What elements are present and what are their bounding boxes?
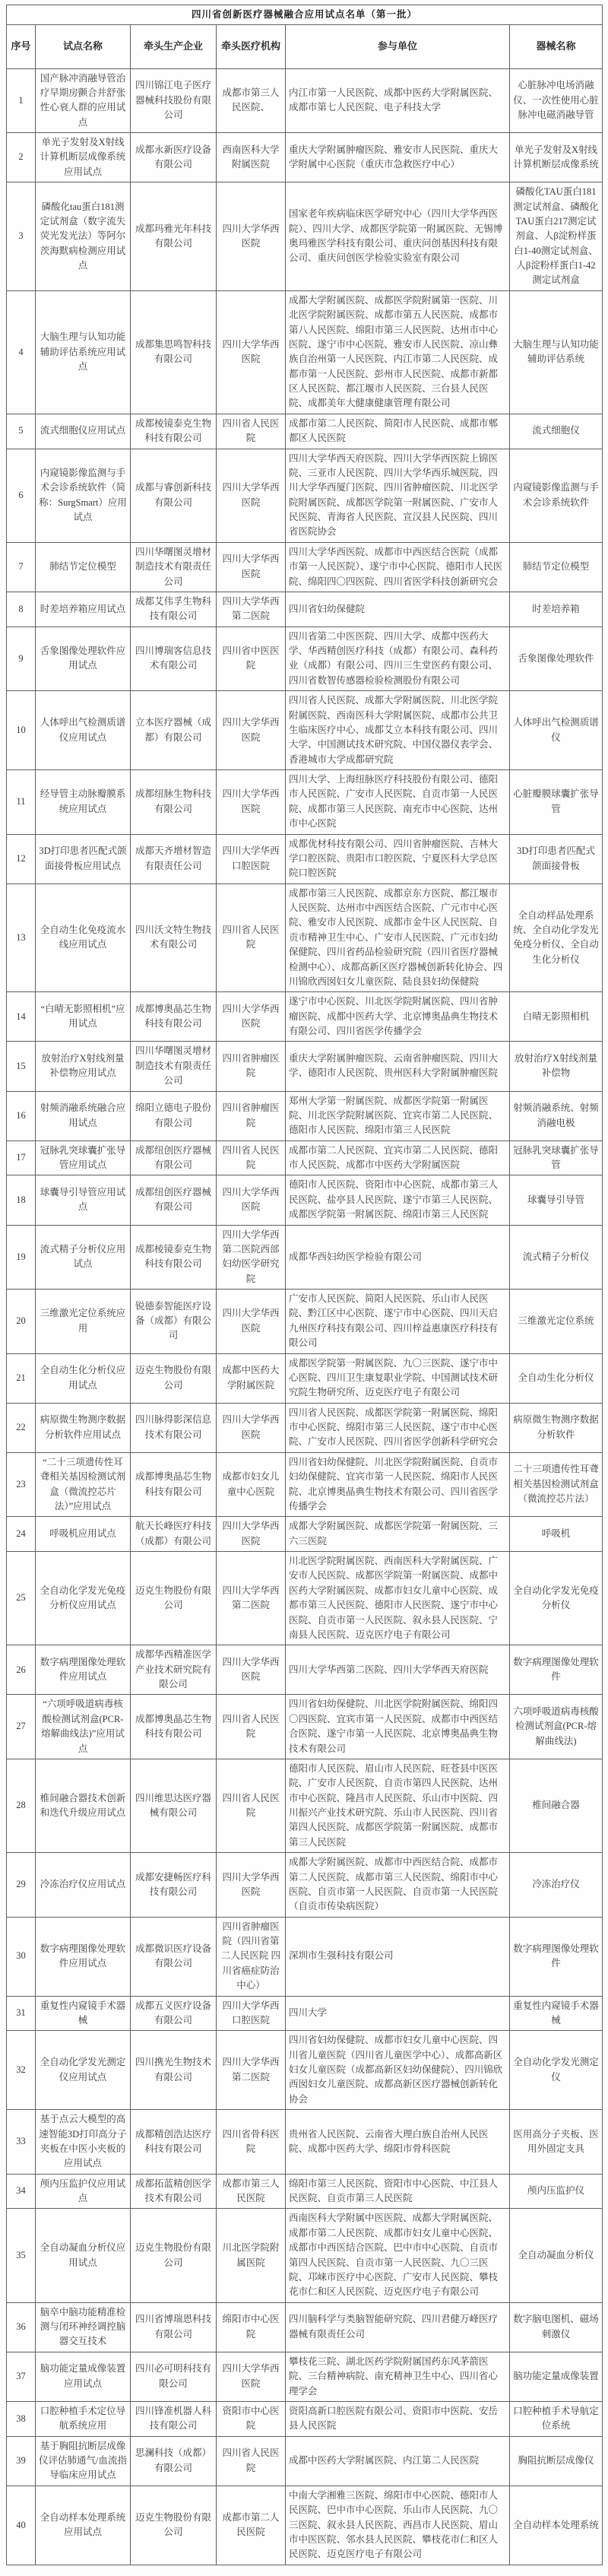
table-row bbox=[7, 2209, 603, 2302]
table-row bbox=[7, 1452, 603, 1517]
cell-participants: 深圳市生强科技有限公司 bbox=[286, 1917, 510, 1996]
cell-pilot-name: 肺结节定位模型 bbox=[36, 542, 131, 592]
cell-lead-company: 成都玛雅光年科技有限公司 bbox=[131, 182, 217, 291]
cell-row-number: 9 bbox=[7, 627, 36, 691]
cell-lead-hospital: 川北医学院附属医院 bbox=[217, 2209, 286, 2302]
cell-row-number: 18 bbox=[7, 1175, 36, 1225]
cell-lead-hospital: 四川省中医医院 bbox=[217, 627, 286, 691]
cell-device-name: 呼吸机 bbox=[510, 1517, 603, 1552]
cell-pilot-name: 时差培养箱应用试点 bbox=[36, 592, 131, 627]
cell-row-number: 24 bbox=[7, 1517, 36, 1552]
cell-lead-hospital: 四川省人民医院 bbox=[217, 2436, 286, 2486]
cell-device-name: 全自动化学发光免疫分析仪 bbox=[510, 1552, 603, 1645]
cell-lead-hospital: 成都市妇女儿童中心医院 bbox=[217, 1452, 286, 1517]
cell-row-number: 12 bbox=[7, 834, 36, 884]
table-row bbox=[7, 1091, 603, 1140]
header-cell-name: 试点名称 bbox=[36, 25, 131, 68]
table-row bbox=[7, 2302, 603, 2352]
table-row bbox=[7, 2486, 603, 2565]
cell-device-name: 全自动样本处理系统 bbox=[510, 2486, 603, 2565]
cell-participants: 四川省人民医院、成都医学院第一附属医院、绵阳市中心医院、绵阳市第三人民医院、遂宁市中心医院、广安市人民医院、四川省医学创新科学研究会 bbox=[286, 1403, 510, 1452]
cell-row-number: 6 bbox=[7, 449, 36, 542]
cell-device-name: 胸阻抗断层成像仪 bbox=[510, 2436, 603, 2486]
cell-participants: 成都市第三人民医院、成都京东方医院、都江堰市人民医院、达州市中西医结合医院、广元市中心医院、雅安市人民医院、成都市金牛区人民医院、自贡市精神卫生中心、广安市人民医院、广元市妇幼保健院、四川省药品检验研究院（四川省医疗器械检测中心）、成都高新区医疗器械创新转化协会、四川锦欣西囡妇女儿童医院、陆良县妇幼保健院 bbox=[286, 884, 510, 992]
table-row bbox=[7, 2110, 603, 2175]
cell-row-number: 15 bbox=[7, 1042, 36, 1091]
cell-lead-hospital: 四川大学华西医院 bbox=[217, 992, 286, 1042]
cell-lead-company: 锐德泰智能医疗设备（成都）有限公司 bbox=[131, 1290, 217, 1354]
cell-device-name: 人体呼出气检测质谱仪 bbox=[510, 691, 603, 770]
cell-participants: 四川省第二中医医院、四川大学、成都中医药大学、华西精创医疗科技（成都）有限公司、森科药业（成都）有限公司、四川三生堂医药有限公司、四川省数智传感器检验检测股份有限公司 bbox=[286, 627, 510, 691]
table-row bbox=[7, 627, 603, 691]
cell-row-number: 1 bbox=[7, 68, 36, 133]
cell-lead-company: 成都纽创医疗器械有限公司 bbox=[131, 1140, 217, 1175]
cell-device-name: 全自动凝血分析仪 bbox=[510, 2209, 603, 2302]
cell-device-name: 数字脑电图机、磁场刺激仪 bbox=[510, 2302, 603, 2352]
cell-lead-company: 迈克生物股份有限公司 bbox=[131, 2209, 217, 2302]
cell-device-name: 时差培养箱 bbox=[510, 592, 603, 627]
cell-row-number: 17 bbox=[7, 1140, 36, 1175]
cell-lead-hospital: 四川大学华西医院 bbox=[217, 1175, 286, 1225]
cell-lead-hospital: 四川大学华西医院 bbox=[217, 1290, 286, 1354]
cell-pilot-name: 3D打印患者匹配式颌面接骨板应用试点 bbox=[36, 834, 131, 884]
cell-pilot-name: 全自动凝血分析仪应用试点 bbox=[36, 2209, 131, 2302]
header-cell-participants: 参与单位 bbox=[286, 25, 510, 68]
cell-lead-hospital: 四川省人民医院 bbox=[217, 1140, 286, 1175]
cell-lead-company: 迈克生物股份有限公司 bbox=[131, 1353, 217, 1403]
cell-row-number: 28 bbox=[7, 1759, 36, 1852]
cell-row-number: 21 bbox=[7, 1353, 36, 1403]
table-row bbox=[7, 1917, 603, 1996]
cell-lead-company: 成都博奥晶芯生物科技有限公司 bbox=[131, 992, 217, 1042]
page-title: 四川省创新医疗器械融合应用试点名单（第一批） bbox=[7, 5, 603, 25]
cell-row-number: 16 bbox=[7, 1091, 36, 1140]
cell-row-number: 11 bbox=[7, 770, 36, 835]
cell-pilot-name: 数字病理图像处理软件应用试点 bbox=[36, 1645, 131, 1695]
cell-lead-hospital: 四川大学华西医院 bbox=[217, 691, 286, 770]
title-row bbox=[7, 5, 603, 25]
cell-participants: 中南大学湘雅三医院、绵阳市中心医院、德阳市人民医院、巴中市中心医院、乐山市人民医院、九〇三医院、叙永县人民医院、西昌市人民医院、眉山市中医医院、邻水县人民医院、攀枝花市仁和区人民医院、迈克医疗电子有限公司 bbox=[286, 2486, 510, 2565]
cell-row-number: 36 bbox=[7, 2302, 36, 2352]
cell-device-name: 内窥镜影像监测与手术会诊系统软件 bbox=[510, 449, 603, 542]
header-cell-device: 器械名称 bbox=[510, 25, 603, 68]
cell-lead-hospital: 四川省骨科医院 bbox=[217, 2110, 286, 2175]
cell-lead-company: 四川沃文特生物技术有限公司 bbox=[131, 884, 217, 992]
cell-pilot-name: 脑卒中脑功能精准检测与闭环神经调控脑器交互技术 bbox=[36, 2302, 131, 2352]
cell-lead-company: 成都五义医疗设备有限公司 bbox=[131, 1996, 217, 2031]
cell-row-number: 38 bbox=[7, 2401, 36, 2436]
cell-lead-company: 成都精创浩达医疗科技有限公司 bbox=[131, 2110, 217, 2175]
cell-lead-company: 绵阳立德电子股份有限公司 bbox=[131, 1091, 217, 1140]
cell-lead-hospital: 四川大学华西口腔医院 bbox=[217, 834, 286, 884]
table-row bbox=[7, 1353, 603, 1403]
cell-row-number: 14 bbox=[7, 992, 36, 1042]
table-row bbox=[7, 770, 603, 835]
cell-pilot-name: 全自动样本处理系统应用试点 bbox=[36, 2486, 131, 2565]
cell-participants: 四川省妇幼保健院、川北医学院附属医院、绵阳四〇四医院、宜宾市第一人民医院、成都市中西医结合医院、遂宁市第一人民医院、北京博奥晶典生物技术有限公司 bbox=[286, 1695, 510, 1759]
cell-row-number: 5 bbox=[7, 414, 36, 449]
cell-pilot-name: 经导管主动脉瓣膜系统应用试点 bbox=[36, 770, 131, 835]
cell-row-number: 13 bbox=[7, 884, 36, 992]
cell-device-name: 椎间融合器 bbox=[510, 1759, 603, 1852]
cell-device-name: 冠脉乳突球囊扩张导管 bbox=[510, 1140, 603, 1175]
cell-lead-hospital: 四川大学华西第二医院 bbox=[217, 1552, 286, 1645]
cell-lead-company: 四川华曙图灵增材制造技术有限责任公司 bbox=[131, 542, 217, 592]
cell-row-number: 3 bbox=[7, 182, 36, 291]
cell-lead-company: 思澜科技（成都）有限公司 bbox=[131, 2436, 217, 2486]
cell-pilot-name: 基于点云大模型的高速智能3D打印高分子夹板在中医小夹板的应用试点 bbox=[36, 2110, 131, 2175]
cell-lead-company: 四川博瑞客信息技术有限公司 bbox=[131, 627, 217, 691]
cell-participants: 遂宁市中心医院、川北医学院附属医院、四川省肿瘤医院、成都中医药大学、北京博奥晶典生物技术有限公司、四川省医学传播学会 bbox=[286, 992, 510, 1042]
cell-pilot-name: 全自动生化免疫流水线应用试点 bbox=[36, 884, 131, 992]
cell-device-name: 放射治疗X射线剂量补偿物 bbox=[510, 1042, 603, 1091]
cell-participants: 四川大学 bbox=[286, 1996, 510, 2031]
cell-lead-hospital: 四川大学华西医院 bbox=[217, 2352, 286, 2401]
table-row bbox=[7, 884, 603, 992]
table-row bbox=[7, 414, 603, 449]
pilot-table bbox=[6, 5, 603, 2565]
cell-lead-company: 迈克生物股份有限公司 bbox=[131, 2486, 217, 2565]
cell-lead-hospital: 四川大学华西第二医院西部妇幼医学研究院 bbox=[217, 1225, 286, 1290]
header-cell-hospital: 牵头医疗机构 bbox=[217, 25, 286, 68]
cell-device-name: 全自动生化分析仪 bbox=[510, 1353, 603, 1403]
cell-pilot-name: “白晴无影照相机”应用试点 bbox=[36, 992, 131, 1042]
cell-row-number: 25 bbox=[7, 1552, 36, 1645]
cell-lead-company: 四川锦江电子医疗器械科技股份有限公司 bbox=[131, 68, 217, 133]
cell-device-name: 舌象图像处理软件 bbox=[510, 627, 603, 691]
cell-pilot-name: 重复性内窥镜手术器械 bbox=[36, 1996, 131, 2031]
cell-lead-company: 成都拓蓝精创医学技术有限公司 bbox=[131, 2174, 217, 2209]
cell-device-name: 颅内压监护仪 bbox=[510, 2174, 603, 2209]
table-row bbox=[7, 449, 603, 542]
cell-lead-company: 成都博奥晶芯生物科技有限公司 bbox=[131, 1695, 217, 1759]
cell-device-name: 冷冻治疗仪 bbox=[510, 1853, 603, 1918]
cell-lead-hospital: 四川省人民医院 bbox=[217, 414, 286, 449]
cell-lead-hospital: 四川省人民医院 bbox=[217, 1695, 286, 1759]
cell-lead-company: 四川携光生物技术有限公司 bbox=[131, 2031, 217, 2110]
cell-row-number: 29 bbox=[7, 1853, 36, 1918]
table-body bbox=[7, 68, 603, 2565]
cell-participants: 重庆大学附属肿瘤医院、云南省肿瘤医院、四川大学、德阳市人民医院、贵州医科大学附属肿瘤医院 bbox=[286, 1042, 510, 1091]
cell-pilot-name: 单光子发射及X射线计算机断层成像系统应用试点 bbox=[36, 133, 131, 182]
table-row bbox=[7, 1290, 603, 1354]
table-row bbox=[7, 1517, 603, 1552]
cell-device-name: 磷酸化TAU蛋白181测定试剂盒、磷酸化TAU蛋白217测定试剂盒、人β淀粉样蛋白1-40测定试剂盒、人β淀粉样蛋白1-42测定试剂盒 bbox=[510, 182, 603, 291]
table-row bbox=[7, 1645, 603, 1695]
cell-participants: 四川大学华西天府医院、四川大学华西医院上锦医院、三亚市人民医院、四川大学华西乐城医院、四川大学华西厦门医院、四川省肿瘤医院、川北医学院附属医院、成都医学院第一附属医院、广安市人民医院、青海省人民医院、宣汉县人民医院、四川省医院协会 bbox=[286, 449, 510, 542]
cell-lead-hospital: 成都市第三人民医院、 bbox=[217, 68, 286, 133]
table-row bbox=[7, 542, 603, 592]
cell-participants: 四川省妇幼保健院、川北医学院附属医院、自贡市妇幼保健院、宜宾市第一人民医院、绵阳市人民医院、北京博奥晶典生物技术有限公司、四川省医学传播学会 bbox=[286, 1452, 510, 1517]
cell-lead-hospital: 四川省肿瘤医院 bbox=[217, 1042, 286, 1091]
cell-device-name: 口腔种植手术导航定位系统 bbox=[510, 2401, 603, 2436]
cell-participants: 四川省妇幼保健院、成都市妇女儿童中心医院、四川省儿童医院（四川省儿童医学中心）、成都高新区妇女儿童医院（成都高新区妇幼保健院）、四川锦欣西囡妇女儿童医院、成都高新区医疗器械创新转化协会 bbox=[286, 2031, 510, 2110]
cell-device-name: 数字病理图像处理软件 bbox=[510, 1645, 603, 1695]
cell-lead-hospital: 资阳市中心医院 bbox=[217, 2401, 286, 2436]
cell-row-number: 37 bbox=[7, 2352, 36, 2401]
cell-participants: 德阳市人民医院、眉山市人民医院、旺苍县中医医院、广安市人民医院、自贡市第四人民医院、达州市中心医院、隆昌市人民医院、乐山市中医院、四川振兴产业技术研究院、乐山市人民医院、四川省第四人民医院、成都医学院第一附属医院、成都市第三人民医院 bbox=[286, 1759, 510, 1852]
table-row bbox=[7, 68, 603, 133]
cell-lead-hospital: 四川省肿瘤医院 bbox=[217, 1091, 286, 1140]
cell-lead-company: 成都棱镜泰克生物科技有限公司 bbox=[131, 414, 217, 449]
cell-device-name: 全自动样品处理系统、全自动化学发光免疫分析仪、全自动生化分析仪 bbox=[510, 884, 603, 992]
table-row bbox=[7, 2352, 603, 2401]
cell-lead-company: 四川华曙图灵增材制造技术有限责任公司 bbox=[131, 1042, 217, 1091]
header-cell-company: 牵头生产企业 bbox=[131, 25, 217, 68]
table-row bbox=[7, 1759, 603, 1852]
cell-lead-hospital: 成都市第二人民医院 bbox=[217, 2486, 286, 2565]
cell-participants: 四川脑科学与类脑智能研究院、四川君健万峰医疗器械有限责任公司 bbox=[286, 2302, 510, 2352]
cell-lead-hospital: 四川大学华西第二医院 bbox=[217, 592, 286, 627]
cell-lead-company: 四川锋准机器人科技有限公司 bbox=[131, 2401, 217, 2436]
cell-lead-company: 成都安捷畅医疗科技有限公司 bbox=[131, 1853, 217, 1918]
cell-device-name: 3D打印患者匹配式颌面接骨板 bbox=[510, 834, 603, 884]
cell-lead-company: 成都集思鸣智科技有限公司 bbox=[131, 290, 217, 414]
cell-pilot-name: 球囊导引导管应用试点 bbox=[36, 1175, 131, 1225]
cell-device-name: 射频消融系统、射频消融电极 bbox=[510, 1091, 603, 1140]
cell-participants: 资阳高新口腔医院有限公司、资阳市中医院、安岳县人民医院 bbox=[286, 2401, 510, 2436]
cell-pilot-name: 口腔种植手术定位导航系统应用 bbox=[36, 2401, 131, 2436]
table-row bbox=[7, 592, 603, 627]
table-row bbox=[7, 133, 603, 182]
cell-pilot-name: 内窥镜影像监测与手术会诊系统软件（简称：SurgSmart）应用试点 bbox=[36, 449, 131, 542]
cell-pilot-name: 射频消融系统融合应用试点 bbox=[36, 1091, 131, 1140]
cell-lead-company: 成都博奥晶芯生物科技有限公司 bbox=[131, 1452, 217, 1517]
cell-row-number: 23 bbox=[7, 1452, 36, 1517]
cell-lead-hospital: 四川大学华西医院 bbox=[217, 542, 286, 592]
cell-lead-hospital: 四川大学华西医院 bbox=[217, 182, 286, 291]
cell-device-name: 心脏脉冲电场消融仪、一次性使用心脏脉冲电磁消融导管 bbox=[510, 68, 603, 133]
cell-participants: 攀枝花三院、湖北医药学院附属国药东风茅箭医院、三台精神病院、南充精神卫生中心、四川省心理学会 bbox=[286, 2352, 510, 2401]
cell-row-number: 31 bbox=[7, 1996, 36, 2031]
table-row bbox=[7, 992, 603, 1042]
cell-lead-company: 成都微识医疗设备有限公司 bbox=[131, 1917, 217, 1996]
cell-pilot-name: 流式精子分析仪应用试点 bbox=[36, 1225, 131, 1290]
cell-lead-hospital: 四川省人民医院 bbox=[217, 1759, 286, 1852]
table-row bbox=[7, 2401, 603, 2436]
cell-participants: 四川大学华西第二医院、四川大学华西天府医院 bbox=[286, 1645, 510, 1695]
cell-participants: 内江市第一人民医院、成都中医药大学附属医院、成都市第七人民医院、电子科技大学 bbox=[286, 68, 510, 133]
cell-lead-company: 成都艾伟孚生物科技有限公司 bbox=[131, 592, 217, 627]
table-row bbox=[7, 290, 603, 414]
cell-lead-company: 成都纽脉生物科技有限公司 bbox=[131, 770, 217, 835]
cell-pilot-name: 国产脉冲消融导管治疗早期房颤合并舒张性心衰人群的应用试点 bbox=[36, 68, 131, 133]
cell-row-number: 30 bbox=[7, 1917, 36, 1996]
cell-lead-hospital: 成都市第三人民医院 bbox=[217, 2174, 286, 2209]
cell-pilot-name: 椎间融合器技术创新和迭代升级应用试点 bbox=[36, 1759, 131, 1852]
cell-pilot-name: 三维激光定位系统应用 bbox=[36, 1290, 131, 1354]
cell-lead-hospital: 四川大学华西医院 bbox=[217, 770, 286, 835]
cell-lead-hospital: 四川大学华西医院 bbox=[217, 1853, 286, 1918]
table-row bbox=[7, 834, 603, 884]
cell-pilot-name: “六项呼吸道病毒核酸检测试剂盒(PCR-熔解曲线法)”应用试点 bbox=[36, 1695, 131, 1759]
cell-lead-hospital: 四川省肿瘤医院（四川省第二人民医院 四川省癌症防治中心） bbox=[217, 1917, 286, 1996]
cell-lead-hospital: 四川大学华西第二医院 bbox=[217, 2031, 286, 2110]
cell-participants: 成都大学附属医院、成都医学院附属第一医院、川北医学院附属医院、成都市第五人民医院、成都市第八人民医院、绵阳市第三人民医院、达州市中心医院、遂宁市中心医院、雅安市人民医院、凉山彝族自治州第一人民医院、内江市第二人民医院、成都市第一人民医院、彭州市人民医院、成都市新都区人民医院、都江堰市人民医院、三台县人民医院、成都美年大健康健康管理有限公司 bbox=[286, 290, 510, 414]
cell-row-number: 22 bbox=[7, 1403, 36, 1452]
cell-participants: 西南医科大学附属中医医院、成都大学附属医院、成都市第二人民医院、成都市妇女儿童中心医院、成都市中西医结合医院、巴中市中心医院、自贡市第四人民医院、自贡市第一人民医院、九〇三医院、邛崃市医疗中心医院、广安市人民医院、攀枝花市仁和区人民医院、迈克医疗电子有限公司 bbox=[286, 2209, 510, 2302]
cell-row-number: 8 bbox=[7, 592, 36, 627]
cell-lead-company: 迈克生物股份有限公司 bbox=[131, 1552, 217, 1645]
table-row bbox=[7, 691, 603, 770]
table-row bbox=[7, 1225, 603, 1290]
cell-device-name: 二十三项遗传性耳聋相关基因检测试剂盒（微流控芯片法） bbox=[510, 1452, 603, 1517]
cell-pilot-name: 病原微生物测序数据分析软件应用试点 bbox=[36, 1403, 131, 1452]
cell-pilot-name: 全自动化学发光免疫分析仪应用试点 bbox=[36, 1552, 131, 1645]
table-row bbox=[7, 1853, 603, 1918]
cell-lead-company: 四川维思达医疗器械有限公司 bbox=[131, 1759, 217, 1852]
cell-pilot-name: 舌象图像处理软件应用试点 bbox=[36, 627, 131, 691]
cell-device-name: 流式细胞仪 bbox=[510, 414, 603, 449]
cell-pilot-name: 冠脉乳突球囊扩张导管应用试点 bbox=[36, 1140, 131, 1175]
cell-device-name: 医用高分子夹板、医用外固定支具 bbox=[510, 2110, 603, 2175]
table-row bbox=[7, 1042, 603, 1091]
cell-lead-company: 成都纽创医疗器械有限公司 bbox=[131, 1175, 217, 1225]
cell-participants: 广安市人民医院、简阳人民医院、乐山市人民医院、黔江区中心医院、遂宁市中心医院、四川天启九州医疗科技有限公司、四川梓益惠康医疗科技有限公司 bbox=[286, 1290, 510, 1354]
cell-lead-hospital: 四川大学华西医院 bbox=[217, 1403, 286, 1452]
cell-participants: 四川省妇幼保健院 bbox=[286, 592, 510, 627]
cell-device-name: 重复性内窥镜手术器械 bbox=[510, 1996, 603, 2031]
cell-pilot-name: 数字病理图像处理软件应用试点 bbox=[36, 1917, 131, 1996]
cell-participants: 成都市第二人民医院、宜宾市第二人民医院、德阳市人民医院、成都市中医药大学附属医院 bbox=[286, 1140, 510, 1175]
cell-pilot-name: 脑功能定量成像装置应用试点 bbox=[36, 2352, 131, 2401]
cell-lead-hospital: 西南医科大学附属医院 bbox=[217, 133, 286, 182]
cell-lead-company: 四川省博瑞恩科技有限公司 bbox=[131, 2302, 217, 2352]
cell-lead-hospital: 四川大学华西医院 bbox=[217, 1645, 286, 1695]
cell-lead-company: 成都华西精准医学产业技术研究院有限公司 bbox=[131, 1645, 217, 1695]
cell-row-number: 19 bbox=[7, 1225, 36, 1290]
cell-pilot-name: 全自动化学发光测定仪应用试点 bbox=[36, 2031, 131, 2110]
cell-device-name: 全自动化学发光测定仪 bbox=[510, 2031, 603, 2110]
cell-device-name: 三维激光定位系统 bbox=[510, 1290, 603, 1354]
header-cell-no: 序号 bbox=[7, 25, 36, 68]
cell-lead-hospital: 四川大学华西医院 bbox=[217, 449, 286, 542]
cell-pilot-name: 颅内压监护仪应用试点 bbox=[36, 2174, 131, 2209]
cell-lead-company: 四川脉得影深信息技术有限公司 bbox=[131, 1403, 217, 1452]
cell-device-name: 肺结节定位模型 bbox=[510, 542, 603, 592]
table-row bbox=[7, 1403, 603, 1452]
cell-row-number: 33 bbox=[7, 2110, 36, 2175]
cell-pilot-name: 大脑生理与认知功能辅助评估系统应用试点 bbox=[36, 290, 131, 414]
cell-lead-company: 四川必可明科技有限公司 bbox=[131, 2352, 217, 2401]
cell-pilot-name: 呼吸机应用试点 bbox=[36, 1517, 131, 1552]
cell-device-name: 流式精子分析仪 bbox=[510, 1225, 603, 1290]
table-header-row bbox=[7, 25, 603, 68]
cell-participants: 成都华西妇幼医学检验有限公司 bbox=[286, 1225, 510, 1290]
cell-lead-hospital: 四川大学华西口腔医院 bbox=[217, 1996, 286, 2031]
table-row bbox=[7, 2436, 603, 2486]
table-row bbox=[7, 182, 603, 291]
table-row bbox=[7, 1175, 603, 1225]
table-row bbox=[7, 2031, 603, 2110]
cell-participants: 德阳市人民医院、资阳市中心医院、成都市第三人民医院、盐亭县人民医院、遂宁市第三人民医院、成都医学院第一附属医院、绵阳市第三人民医院 bbox=[286, 1175, 510, 1225]
cell-lead-hospital: 绵阳市中心医院 bbox=[217, 2302, 286, 2352]
cell-participants: 绵阳市第三人民医院、资阳市中心医院、中江县人民医院、自贡市第三人民医院 bbox=[286, 2174, 510, 2209]
table-row bbox=[7, 1140, 603, 1175]
cell-row-number: 26 bbox=[7, 1645, 36, 1695]
cell-participants: 成都医学院第一附属医院、九〇三医院、遂宁市中心医院、四川卫生康复职业学院、中国测试技术研究院生物研究所、迈克医疗电子有限公司 bbox=[286, 1353, 510, 1403]
cell-lead-company: 成都与睿创新科技有限公司 bbox=[131, 449, 217, 542]
cell-device-name: 心脏瓣膜球囊扩张导管 bbox=[510, 770, 603, 835]
cell-row-number: 35 bbox=[7, 2209, 36, 2302]
table-row bbox=[7, 1996, 603, 2031]
cell-lead-hospital: 四川省人民医院 bbox=[217, 884, 286, 992]
cell-row-number: 40 bbox=[7, 2486, 36, 2565]
cell-device-name: 脑功能定量成像装置 bbox=[510, 2352, 603, 2401]
cell-lead-company: 成都棱镜泰克生物科技有限公司 bbox=[131, 1225, 217, 1290]
cell-row-number: 7 bbox=[7, 542, 36, 592]
cell-device-name: 白晴无影照相机 bbox=[510, 992, 603, 1042]
cell-row-number: 20 bbox=[7, 1290, 36, 1354]
cell-device-name: 六项呼吸道病毒核酸检测试剂盒(PCR-熔解曲线法) bbox=[510, 1695, 603, 1759]
cell-lead-hospital: 四川大学华西医院 bbox=[217, 1517, 286, 1552]
cell-participants: 川北医学院附属医院、西南医科大学附属医院、广安市人民医院、成都医学院第一附属医院、成都中医药大学附属医院、成都市妇女儿童中心医院、成都市第三人民医院、德阳市人民医院、遂宁市中心医院、自贡市第一人民医院、叙永县人民医院、宁南县人民医院、迈克医疗电子有限公司 bbox=[286, 1552, 510, 1645]
cell-participants: 成都优材科技有限公司、四川省肿瘤医院、吉林大学口腔医院、贵阳市口腔医院、宁夏医科大学总医院口腔医院 bbox=[286, 834, 510, 884]
cell-participants: 四川大学华西医院、成都市中西医结合医院（成都市第一人民医院）、遂宁市中心医院、德阳市人民医院、绵阳四〇四医院、四川省医学科技创新研究会 bbox=[286, 542, 510, 592]
cell-participants: 郑州大学第一附属医院、成都医学院第一附属医院、川北医学院附属医院、宜宾市第二人民医院、德阳市人民医院、绵阳市第三人民医院 bbox=[286, 1091, 510, 1140]
cell-row-number: 2 bbox=[7, 133, 36, 182]
cell-participants: 国家老年疾病临床医学研究中心（四川大学华西医院）、四川大学、成都医学院第一附属医院、无锡博奥玛雅医学科技有限公司、重庆问创基因科技有限公司、重庆问创医学检验实验室有限公司 bbox=[286, 182, 510, 291]
cell-device-name: 数字病理图像处理软件 bbox=[510, 1917, 603, 1996]
cell-row-number: 39 bbox=[7, 2436, 36, 2486]
cell-participants: 成都中医药大学附属医院、内江第二人民医院 bbox=[286, 2436, 510, 2486]
cell-participants: 成都大学附属医院、成都医学院第一附属医院、三六三医院 bbox=[286, 1517, 510, 1552]
cell-pilot-name: “二十三项遗传性耳聋相关基因检测试剂盒（微流控芯片法）”应用试点 bbox=[36, 1452, 131, 1517]
cell-device-name: 单光子发射及X射线计算机断层成像系统 bbox=[510, 133, 603, 182]
cell-lead-company: 成都永新医疗设备有限公司 bbox=[131, 133, 217, 182]
table-row bbox=[7, 2174, 603, 2209]
cell-device-name: 球囊导引导管 bbox=[510, 1175, 603, 1225]
cell-lead-company: 立本医疗器械（成都）有限公司 bbox=[131, 691, 217, 770]
cell-participants: 重庆大学附属肿瘤医院、雅安市人民医院、重庆大学附属中心医院（重庆市急救医疗中心） bbox=[286, 133, 510, 182]
cell-row-number: 4 bbox=[7, 290, 36, 414]
cell-pilot-name: 冷冻治疗仪应用试点 bbox=[36, 1853, 131, 1918]
cell-device-name: 大脑生理与认知功能辅助评估系统 bbox=[510, 290, 603, 414]
cell-pilot-name: 磷酸化tau蛋白181测定试剂盒（数字流失荧光发光法）等阿尔茨海默病检测应用试点 bbox=[36, 182, 131, 291]
cell-pilot-name: 放射治疗X射线剂量补偿物应用试点 bbox=[36, 1042, 131, 1091]
cell-participants: 成都市第二人民医院、简阳市人民医院、成都市郫都区人民医院 bbox=[286, 414, 510, 449]
cell-lead-company: 航天长峰医疗科技（成都）有限公司 bbox=[131, 1517, 217, 1552]
cell-participants: 四川大学、上海纽脉医疗科技股份有限公司、德阳市人民医院、广安市人民医院、自贡市第一人民医院、成都市第三人民医院、南充市中心医院、达州市中心医院 bbox=[286, 770, 510, 835]
table-row bbox=[7, 1695, 603, 1759]
table-row bbox=[7, 1552, 603, 1645]
cell-participants: 成都大学附属医院、成都市中西医结合院、成都市第二人民医院、成都市第三人民医院、绵阳市中心医院、自贡市第一人民医院、自贡市第一人民医院（自贡市传染病医院） bbox=[286, 1853, 510, 1918]
cell-row-number: 10 bbox=[7, 691, 36, 770]
cell-pilot-name: 人体呼出气检测质谱仪应用试点 bbox=[36, 691, 131, 770]
cell-participants: 四川省人民医院、成都大学附属医院、川北医学院附属医院、西南医科大学附属医院、成都市公共卫生临床医疗中心、成都艾立本科技有限公司、四川大学、中国测试技术研究院、中国仪器仪表学会、香港城市大学成都研究院 bbox=[286, 691, 510, 770]
cell-pilot-name: 基于胸阻抗断层成像仪评估肺通气/血流指导临床应用试点 bbox=[36, 2436, 131, 2486]
cell-row-number: 34 bbox=[7, 2174, 36, 2209]
cell-row-number: 32 bbox=[7, 2031, 36, 2110]
cell-pilot-name: 全自动生化分析仪应用试点 bbox=[36, 1353, 131, 1403]
cell-row-number: 27 bbox=[7, 1695, 36, 1759]
cell-pilot-name: 流式细胞仪应用试点 bbox=[36, 414, 131, 449]
cell-lead-hospital: 四川大学华西医院 bbox=[217, 290, 286, 414]
cell-lead-hospital: 成都中医药大学附属医院 bbox=[217, 1353, 286, 1403]
cell-lead-company: 成都天齐增材智造有限责任公司 bbox=[131, 834, 217, 884]
cell-participants: 贵州省人民医院、云南省大理白族自治州人民医院、成都中医药大学、绵阳市骨科医院 bbox=[286, 2110, 510, 2175]
cell-device-name: 病原微生物测序数据分析软件 bbox=[510, 1403, 603, 1452]
